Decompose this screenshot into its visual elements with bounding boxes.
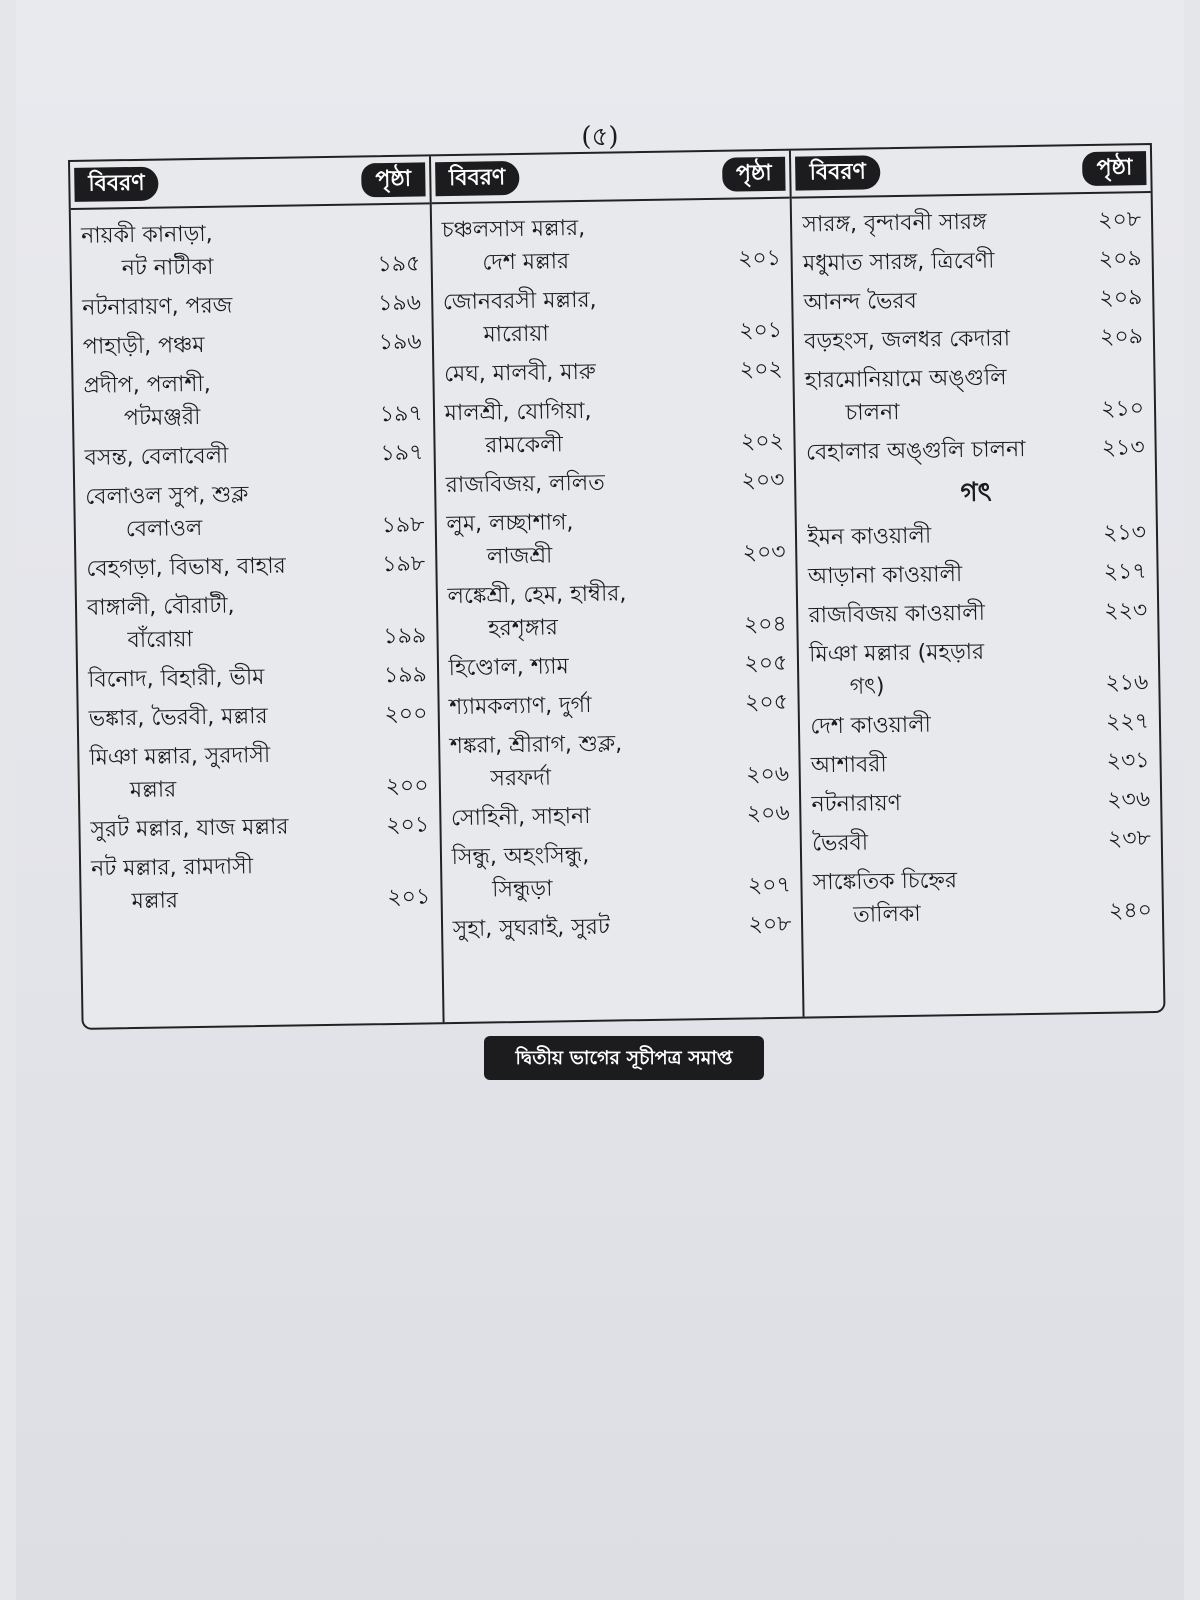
entry-page-number: ২০১	[739, 317, 783, 344]
entry-page-number: ২১৩	[1102, 520, 1147, 546]
entry-page-number: ২০১	[387, 884, 431, 911]
entry-title	[83, 365, 363, 435]
toc-entry	[805, 359, 1145, 430]
entry-title-line: মিঞা মল্লার, সুরদাসী	[89, 742, 271, 771]
toc-entry	[89, 736, 429, 807]
page-header: পৃষ্ঠা	[1082, 151, 1146, 186]
entry-page-number: ২০০	[384, 701, 428, 728]
page-number: (৫)	[581, 122, 619, 152]
entry-title-continuation: সরফর্দা	[490, 765, 552, 792]
entry-title-line: বড়হংস, জলধর কেদারা	[804, 326, 1011, 355]
entry-page-number: ২০১	[737, 245, 782, 272]
entry-title-line: চঞ্চলসাস মল্লার,	[441, 215, 586, 244]
entry-title-line: ইমন কাওয়ালী	[807, 523, 932, 551]
toc-entry	[448, 647, 787, 685]
toc-entry	[446, 503, 786, 574]
entry-title	[811, 784, 1090, 821]
entry-page-number: ২০৩	[741, 467, 785, 494]
toc-column-3	[791, 145, 1163, 1017]
entry-title	[449, 687, 728, 724]
entry-page-number: ২০৯	[1099, 324, 1144, 350]
toc-entry	[809, 633, 1149, 704]
entry-title	[810, 706, 1089, 743]
entry-title	[81, 215, 361, 285]
toc-entry	[446, 464, 785, 502]
entry-title-line: মধুমাত সারঙ্গ, ত্রিবেণী	[802, 248, 995, 277]
entry-title	[91, 848, 371, 918]
entry-page-number: ১৯৬	[377, 290, 422, 317]
toc-entry	[89, 697, 428, 735]
entry-page-number: ১৯৭	[380, 440, 424, 467]
entry-page-number: ২০৮	[1098, 207, 1142, 233]
toc-entry	[85, 475, 425, 546]
entry-page-number: ২০৭	[747, 872, 792, 899]
entry-page-number: ২০৬	[745, 761, 790, 788]
toc-entry	[83, 364, 423, 435]
entry-title-line: বিনোদ, বিহারী, ভীম	[87, 664, 265, 693]
toc-entry	[82, 286, 421, 324]
entry-page-number: ২১৭	[1103, 559, 1147, 585]
entry-title	[90, 809, 369, 846]
entry-title	[442, 210, 722, 280]
entry-title	[805, 360, 1085, 430]
entry-title-line: জোনবরসী মল্লার,	[442, 287, 597, 316]
entry-title-line: সুরট মল্লার, যাজ মল্লার	[90, 814, 289, 843]
entry-title-line: ভঙ্কার, ভৈরবী, মল্লার	[88, 703, 268, 732]
entry-title	[89, 698, 368, 735]
entry-page-number: ২০৪	[743, 611, 787, 638]
entry-page-number: ১৯৬	[378, 329, 422, 356]
entry-title-continuation: তালিকা	[853, 901, 921, 928]
entry-page-number: ২০১	[386, 812, 430, 839]
entry-title-line: বসন্ত, বেলাবেলী	[84, 443, 229, 471]
entry-title-line: সাঙ্কেতিক চিহ্নের	[812, 868, 958, 896]
description-header: বিবরণ	[795, 155, 880, 190]
entry-page-number: ১৯৭	[379, 401, 423, 428]
entry-title	[443, 282, 723, 352]
column-header	[791, 145, 1150, 199]
entry-title-line: বেলাওল সুপ, শুক্ল	[85, 482, 249, 510]
entry-title-line: দেশ কাওয়ালী	[810, 712, 932, 740]
entry-title-line: নট মল্লার, রামদাসী	[90, 854, 254, 882]
entry-title	[87, 587, 367, 657]
entry-title	[88, 659, 367, 696]
toc-entry	[84, 436, 423, 474]
entry-title	[444, 393, 724, 463]
entry-title-continuation: দেশ মল্লার	[482, 249, 570, 276]
entry-title-continuation: পটমঞ্জরী	[123, 404, 201, 432]
toc-entry	[808, 594, 1147, 632]
entry-title-line: মেঘ, মালবী, মারু	[443, 359, 596, 388]
toc-entry	[90, 808, 429, 846]
entry-title-continuation: রামকেলী	[485, 432, 564, 459]
toc-entry	[451, 797, 790, 835]
toc-entry	[810, 705, 1149, 743]
entry-page-number: ২০০	[385, 773, 429, 800]
toc-entry	[807, 516, 1146, 554]
entry-title	[807, 517, 1086, 554]
toc-entry	[811, 783, 1150, 821]
entry-title	[446, 465, 725, 502]
entry-title	[85, 476, 365, 546]
entry-title-line: মিঞা মল্লার (মহড়ার	[809, 639, 985, 668]
entry-title-continuation: বেলাওল	[125, 515, 203, 543]
table-of-contents	[68, 143, 1166, 1030]
entry-page-number: ২৩১	[1106, 748, 1150, 774]
entry-title-line: শঙ্করা, শ্রীরাগ, শুক্ল,	[449, 731, 623, 760]
entry-title-line: রাজবিজয়, ললিত	[445, 470, 605, 499]
entry-title-line: ভৈরবী	[811, 830, 869, 857]
entry-page-number: ২৩৮	[1107, 826, 1152, 852]
entry-page-number: ২৩৬	[1107, 787, 1151, 813]
entry-title-line: নটনারায়ণ	[811, 790, 902, 818]
entry-title	[82, 287, 361, 324]
entry-list	[71, 204, 441, 919]
entry-title-line: প্রদীপ, পলাশী,	[83, 371, 211, 399]
entry-page-number: ২০৮	[748, 911, 792, 938]
section-heading-gat: গৎ	[960, 477, 992, 509]
entry-title	[812, 823, 1091, 860]
entry-page-number: ২০৫	[744, 689, 789, 716]
entry-page-number: ২১০	[1100, 396, 1145, 422]
entry-title	[802, 204, 1081, 241]
entry-page-number: ১৯৯	[383, 623, 427, 650]
entry-title	[83, 326, 362, 363]
entry-page-number: ২২৩	[1104, 598, 1148, 624]
entry-title	[84, 437, 363, 474]
entry-title	[453, 909, 732, 946]
entry-title	[803, 282, 1082, 319]
toc-entry	[81, 214, 421, 285]
page-header: পৃষ্ঠা	[722, 157, 786, 192]
entry-page-number: ২১৩	[1101, 435, 1145, 461]
toc-entry	[447, 575, 787, 646]
entry-title-continuation: চালনা	[845, 399, 900, 426]
entry-title	[451, 837, 731, 907]
entry-title-line: পাহাড়ী, পঞ্চম	[82, 332, 205, 360]
toc-entry	[808, 555, 1147, 593]
entry-title-line: সিন্ধু, অহংসিন্ধু,	[451, 842, 590, 871]
toc-entry	[450, 725, 790, 796]
entry-title-line: বেহগড়া, বিভাষ, বাহার	[86, 553, 286, 582]
entry-title-continuation: সিন্ধুড়া	[491, 876, 553, 903]
entry-title-continuation: মল্লার	[129, 777, 177, 804]
entry-title-line: লঙ্কেশ্রী, হেম, হাম্বীর,	[447, 581, 627, 610]
entry-page-number: ২১৬	[1105, 670, 1149, 696]
entry-title-line: বাঙ্গালী, বৌরাটী,	[86, 593, 235, 621]
toc-entry	[83, 325, 422, 363]
entry-page-number: ২০২	[739, 356, 783, 383]
entry-list	[792, 193, 1155, 470]
entry-title	[813, 862, 1093, 932]
entry-title	[448, 648, 727, 685]
entry-title-line: নটনারায়ণ, পরজ	[82, 293, 233, 321]
entry-title-line: রাজবিজয় কাওয়ালী	[808, 600, 986, 629]
entry-title	[451, 798, 730, 835]
toc-entry	[453, 908, 792, 946]
toc-entry	[443, 281, 783, 352]
entry-title-continuation: মারোয়া	[483, 321, 549, 348]
entry-title	[450, 726, 730, 796]
toc-entry	[86, 547, 425, 585]
entry-title	[806, 432, 1085, 469]
toc-column-1	[70, 156, 444, 1028]
entry-title-continuation: মল্লার	[131, 888, 179, 915]
entry-title-line: হিণ্ডোল, শ্যাম	[448, 654, 569, 682]
description-header: বিবরণ	[435, 161, 520, 196]
toc-entry	[803, 281, 1142, 319]
entry-title-line: আশাবরী	[810, 752, 887, 779]
entry-title	[447, 576, 727, 646]
description-header: বিবরণ	[74, 167, 159, 202]
entry-page-number: ১৯৫	[377, 251, 421, 278]
toc-entry	[813, 861, 1153, 932]
entry-page-number: ২০৯	[1098, 246, 1142, 272]
toc-entry	[451, 836, 791, 907]
entry-list	[431, 199, 801, 947]
column-header	[431, 151, 790, 205]
entry-title-line: সোহিনী, সাহানা	[450, 803, 591, 832]
toc-entry	[804, 320, 1143, 358]
page-header: পৃষ্ঠা	[361, 162, 425, 197]
entry-title-line: বেহালার অঙ্গুলি চালনা	[805, 436, 1026, 466]
toc-entry	[802, 203, 1141, 241]
entry-title	[809, 634, 1089, 704]
entry-page-number: ১৯৯	[383, 662, 428, 689]
entry-title-line: লুম, লচ্ছাশাগ,	[446, 510, 574, 538]
entry-title	[89, 737, 369, 807]
entry-title-continuation: বাঁরোয়া	[127, 627, 194, 654]
entry-title-continuation: হরশৃঙ্গার	[487, 615, 559, 642]
entry-page-number: ২০৩	[742, 539, 786, 566]
entry-page-number: ২০২	[740, 428, 785, 455]
entry-title	[446, 504, 726, 574]
entry-title	[803, 243, 1082, 280]
section-entry-list	[797, 516, 1162, 933]
entry-title-line: হারমোনিয়ামে অঙ্গুলি	[804, 365, 1007, 394]
entry-title-line: আনন্দ ভৈরব	[803, 288, 917, 316]
entry-title-continuation: নট নাটীকা	[121, 254, 214, 282]
entry-title-continuation: লাজশ্রী	[486, 543, 553, 570]
entry-title-line: শ্যামকল্যাণ, দুর্গা	[449, 692, 592, 721]
entry-title-line: নায়কী কানাড়া,	[81, 221, 213, 249]
entry-title	[808, 556, 1087, 593]
entry-title-line: আড়ানা কাওয়ালী	[807, 562, 963, 590]
entry-page-number: ১৯৮	[382, 551, 426, 578]
toc-entry	[91, 847, 431, 918]
toc-entry	[811, 744, 1150, 782]
entry-page-number: ২০৬	[746, 800, 790, 827]
toc-column-2	[431, 151, 805, 1023]
entry-title	[444, 354, 723, 391]
toc-entry	[803, 242, 1142, 280]
toc-entry	[449, 686, 788, 724]
entry-title-line: মালশ্রী, যোগিয়া,	[444, 398, 592, 427]
toc-entry	[87, 586, 427, 657]
entry-title-line: সারঙ্গ, বৃন্দাবনী সারঙ্গ	[802, 209, 987, 238]
entry-title	[86, 548, 365, 585]
end-note-banner: দ্বিতীয় ভাগের সূচীপত্র সমাপ্ত	[484, 1036, 764, 1080]
entry-title-continuation: গৎ)	[849, 674, 885, 700]
toc-entry	[444, 353, 783, 391]
toc-entry	[806, 431, 1145, 469]
toc-entry	[442, 209, 782, 280]
entry-page-number: ২০৯	[1099, 285, 1143, 311]
toc-entry	[88, 658, 427, 696]
entry-page-number: ১৯৮	[381, 512, 425, 539]
entry-page-number: ২০৫	[744, 650, 788, 677]
column-header	[70, 156, 429, 210]
entry-title	[811, 745, 1090, 782]
entry-title	[808, 595, 1087, 632]
entry-title	[804, 321, 1083, 358]
toc-entry	[444, 392, 784, 463]
entry-page-number: ২৪০	[1108, 898, 1153, 924]
entry-page-number: ২২৭	[1105, 709, 1150, 735]
entry-title-line: সুহা, সুঘরাই, সুরট	[452, 914, 611, 943]
toc-entry	[812, 822, 1151, 860]
